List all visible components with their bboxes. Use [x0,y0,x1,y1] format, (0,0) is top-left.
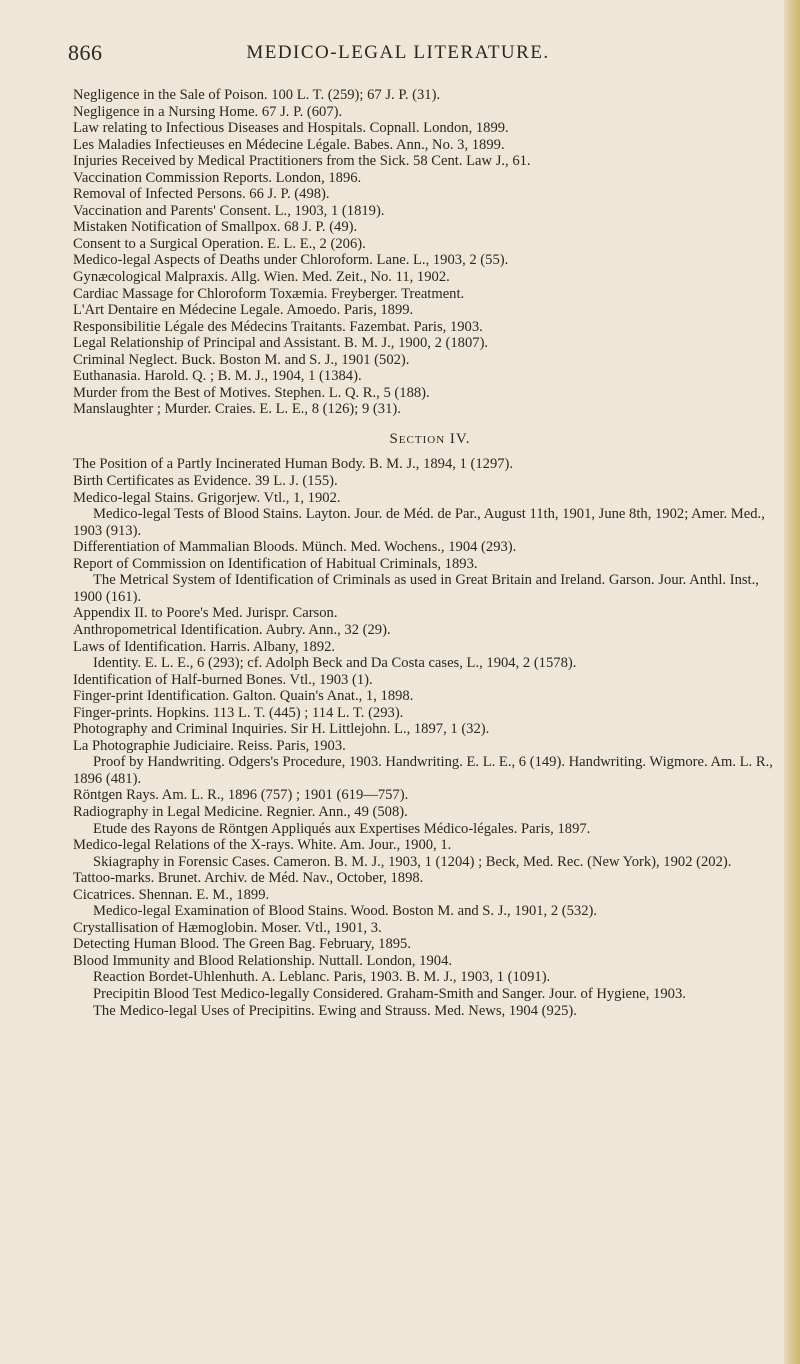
bibliography-entry: Crystallisation of Hæmoglobin. Moser. Vtl., 1901, 3. [73,919,382,936]
bibliography-entry: Consent to a Surgical Operation. E. L. E., 2 (206). [73,235,366,252]
running-title: MEDICO-LEGAL LITERATURE. [246,42,550,63]
section-heading: Section IV. [389,430,471,447]
bibliography-entry: Vaccination and Parents' Consent. L., 1903, 1 (1819). [73,202,385,219]
bibliography-entry: Cicatrices. Shennan. E. M., 1899. [73,886,270,903]
bibliography-entry: Appendix II. to Poore's Med. Jurispr. Carson. [73,605,338,622]
bibliography-entry: Legal Relationship of Principal and Assistant. B. M. J., 1900, 2 (1807). [73,335,489,352]
bibliography-entry: La Photographie Judiciaire. Reiss. Paris, 1903. [73,737,346,754]
bibliography-entry: Photography and Criminal Inquiries. Sir H. Littlejohn. L., 1897, 1 (32). [73,721,490,738]
bibliography-entry: The Position of a Partly Incinerated Human Body. B. M. J., 1894, 1 (1297). [73,456,514,473]
bibliography-entry: Medico-legal Stains. Grigorjew. Vtl., 1, 1902. [73,489,341,506]
bibliography-entry: Etude des Rayons de Röntgen Appliqués aux Expertises Médico-légales. Paris, 1897. [93,820,591,837]
bibliography-entry: Responsibilitie Légale des Médecins Traitants. Fazembat. Paris, 1903. [73,318,483,335]
entries-before-section [73,87,787,418]
bibliography-entry: Medico-legal Relations of the X-rays. White. Am. Jour., 1900, 1. [73,837,452,854]
bibliography-entry: Manslaughter ; Murder. Craies. E. L. E., 8 (126); 9 (31). [73,401,401,418]
bibliography-entry: Finger-print Identification. Galton. Quain's Anat., 1, 1898. [73,688,414,705]
bibliography-entry: Cardiac Massage for Chloroform Toxæmia. Freyberger. Treatment. [73,285,465,302]
bibliography-entry: Vaccination Commission Reports. London, 1896. [73,169,362,186]
bibliography-entry: Medico-legal Aspects of Deaths under Chloroform. Lane. L., 1903, 2 (55). [73,252,509,269]
bibliography-entry: Röntgen Rays. Am. L. R., 1896 (757) ; 1901 (619—757). [73,787,409,804]
bibliography-entry: Radiography in Legal Medicine. Regnier. Ann., 49 (508). [73,803,408,820]
bibliography-entry: Proof by Handwriting. Odgers's Procedure, 1903. Handwriting. E. L. E., 6 (149). Handwriting. Wigmore. Am. L. R., 1896 (481). [73,754,773,787]
bibliography-entry: Blood Immunity and Blood Relationship. Nuttall. London, 1904. [73,952,453,969]
bibliography-entry: Detecting Human Blood. The Green Bag. February, 1895. [73,936,412,953]
bibliography-entry: Gynæcological Malpraxis. Allg. Wien. Med. Zeit., No. 11, 1902. [73,269,450,286]
bibliography-entry: The Metrical System of Identification of Criminals as used in Great Britain and Ireland. Garson. Jour. Anthl. Inst., 1900 (161). [73,572,759,605]
entries-section-iv [73,456,787,1019]
bibliography-entry: Finger-prints. Hopkins. 113 L. T. (445) ; 114 L. T. (293). [73,704,404,721]
bibliography-entry: L'Art Dentaire en Médecine Legale. Amoedo. Paris, 1899. [73,302,414,319]
bibliography-entry: Removal of Infected Persons. 66 J. P. (498). [73,186,330,203]
bibliography-entry: Medico-legal Tests of Blood Stains. Layton. Jour. de Méd. de Par., August 11th, 1901, June 8th, 1902; Amer. Med., 1903 (913). [73,506,765,539]
bibliography-entry: Criminal Neglect. Buck. Boston M. and S. J., 1901 (502). [73,351,410,368]
bibliography-entry: Les Maladies Infectieuses en Médecine Légale. Babes. Ann., No. 3, 1899. [73,136,505,153]
bibliography-entry: Murder from the Best of Motives. Stephen. L. Q. R., 5 (188). [73,384,430,401]
bibliography-entry: Law relating to Infectious Diseases and Hospitals. Copnall. London, 1899. [73,120,509,137]
bibliography-entry: Anthropometrical Identification. Aubry. Ann., 32 (29). [73,621,391,638]
bibliography-entry: Report of Commission on Identification of Habitual Criminals, 1893. [73,555,478,572]
bibliography-entry: Differentiation of Mammalian Bloods. Münch. Med. Wochens., 1904 (293). [73,539,517,556]
bibliography-entry: Precipitin Blood Test Medico-legally Considered. Graham-Smith and Sanger. Jour. of Hygiene, 1903. [93,985,686,1002]
bibliography-entry: Identity. E. L. E., 6 (293); cf. Adolph Beck and Da Costa cases, L., 1904, 2 (1578). [93,655,577,672]
page-header [68,40,728,70]
bibliography-entry: Identification of Half-burned Bones. Vtl., 1903 (1). [73,671,373,688]
bibliography-entry: Laws of Identification. Harris. Albany, 1892. [73,638,336,655]
bibliography-entry: Reaction Bordet-Uhlenhuth. A. Leblanc. Paris, 1903. B. M. J., 1903, 1 (1091). [93,969,551,986]
bibliography-entry: Injuries Received by Medical Practitioners from the Sick. 58 Cent. Law J., 61. [73,153,531,170]
bibliography-entry: Euthanasia. Harold. Q. ; B. M. J., 1904, 1 (1384). [73,368,362,385]
bibliography-entry: Birth Certificates as Evidence. 39 L. J. (155). [73,473,338,490]
bibliography-list [73,87,787,1019]
bibliography-entry: Tattoo-marks. Brunet. Archiv. de Méd. Nav., October, 1898. [73,870,424,887]
bibliography-entry: Mistaken Notification of Smallpox. 68 J. P. (49). [73,219,358,236]
page-number: 866 [68,40,103,65]
bibliography-entry: Medico-legal Examination of Blood Stains. Wood. Boston M. and S. J., 1901, 2 (532). [93,903,598,920]
bibliography-entry: Skiagraphy in Forensic Cases. Cameron. B. M. J., 1903, 1 (1204) ; Beck, Med. Rec. (New York), 1902 (202). [93,853,732,870]
bibliography-entry: The Medico-legal Uses of Precipitins. Ewing and Strauss. Med. News, 1904 (925). [93,1002,577,1019]
bibliography-entry: Negligence in a Nursing Home. 67 J. P. (607). [73,103,343,120]
bibliography-entry: Negligence in the Sale of Poison. 100 L. T. (259); 67 J. P. (31). [73,87,441,103]
